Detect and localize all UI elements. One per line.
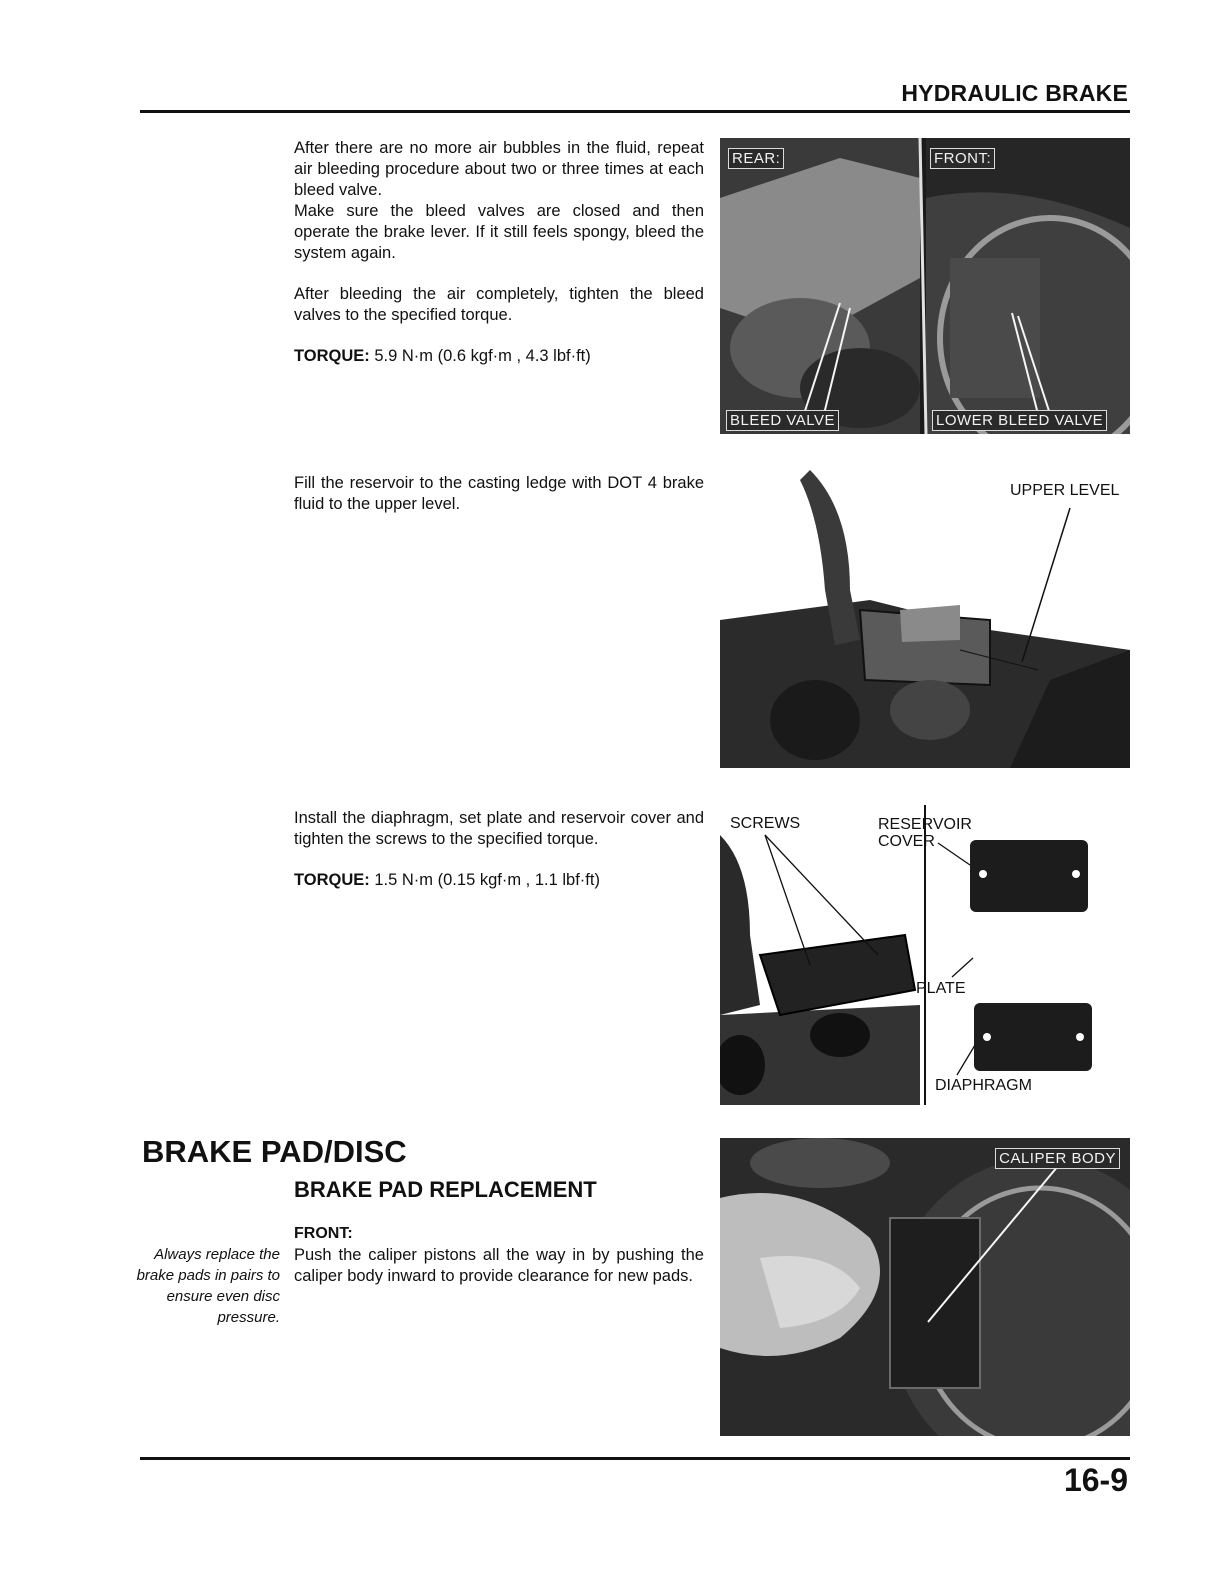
- caliper-body-tag: CALIPER BODY: [995, 1148, 1120, 1169]
- plate-label: PLATE: [916, 980, 966, 997]
- bleed-valve-photo-art: [720, 138, 1130, 434]
- running-header-title: HYDRAULIC BRAKE: [901, 80, 1128, 106]
- fill-paragraph: Fill the reservoir to the casting ledge with DOT 4 brake fluid to the upper level.: [294, 474, 704, 513]
- torque-label-2: TORQUE:: [294, 871, 370, 889]
- lower-bleed-valve-tag: LOWER BLEED VALVE: [932, 410, 1107, 431]
- reservoir-level-photo: [720, 470, 1130, 768]
- caliper-body-photo-art: [720, 1138, 1130, 1436]
- front-label: FRONT:: [294, 1225, 353, 1242]
- bleeding-paragraph-1: After there are no more air bubbles in the fluid, repeat air bleeding procedure about two or three times at each bleed valve.: [294, 139, 704, 199]
- rear-tag: REAR:: [728, 148, 784, 169]
- subsection-title: BRAKE PAD REPLACEMENT: [294, 1177, 597, 1202]
- front-tag: FRONT:: [930, 148, 995, 169]
- reservoir-cover-label: [878, 816, 972, 850]
- brake-pad-instructions: [294, 1245, 704, 1287]
- install-paragraph: Install the diaphragm, set plate and reservoir cover and tighten the screws to the specified torque.: [294, 809, 704, 848]
- section-title: BRAKE PAD/DISC: [142, 1134, 407, 1169]
- torque-label: TORQUE:: [294, 347, 370, 365]
- footer-rule: [140, 1457, 1130, 1460]
- caliper-body-photo: [720, 1138, 1130, 1436]
- reservoir-cover-diagram: [720, 805, 1130, 1105]
- torque-value: 5.9 N·m (0.6 kgf·m , 4.3 lbf·ft): [374, 347, 591, 365]
- install-diaphragm-instructions: [294, 808, 704, 891]
- bleeding-paragraph-2: Make sure the bleed valves are closed and then operate the brake lever. If it still feels spongy, bleed the system again.: [294, 202, 704, 262]
- torque-spec-2: [294, 870, 704, 891]
- fill-reservoir-instructions: [294, 473, 704, 515]
- header-rule: [140, 110, 1130, 113]
- reservoir-cover-diagram-art: [720, 805, 1130, 1105]
- screws-label: SCREWS: [730, 815, 801, 832]
- page-number: 16-9: [1063, 1462, 1128, 1498]
- torque-spec-1: [294, 346, 704, 367]
- reservoir-level-photo-art: [720, 470, 1130, 768]
- torque-value-2: 1.5 N·m (0.15 kgf·m , 1.1 lbf·ft): [374, 871, 600, 889]
- bleeding-instructions: [294, 138, 704, 367]
- reservoir-cover-label-line1: RESERVOIR: [878, 816, 972, 833]
- reservoir-cover-label-line2: COVER: [878, 833, 935, 850]
- bleed-valve-tag: BLEED VALVE: [726, 410, 839, 431]
- side-note: Always replace the brake pads in pairs to ensure even disc pressure.: [136, 1246, 280, 1326]
- diaphragm-label: DIAPHRAGM: [935, 1077, 1032, 1094]
- brake-pad-paragraph: Push the caliper pistons all the way in by pushing the caliper body inward to provide clearance for new pads.: [294, 1246, 704, 1285]
- bleed-valve-photo: [720, 138, 1130, 434]
- bleeding-paragraph-3: After bleeding the air completely, tighten the bleed valves to the specified torque.: [294, 285, 704, 324]
- upper-level-label: UPPER LEVEL: [1010, 482, 1120, 499]
